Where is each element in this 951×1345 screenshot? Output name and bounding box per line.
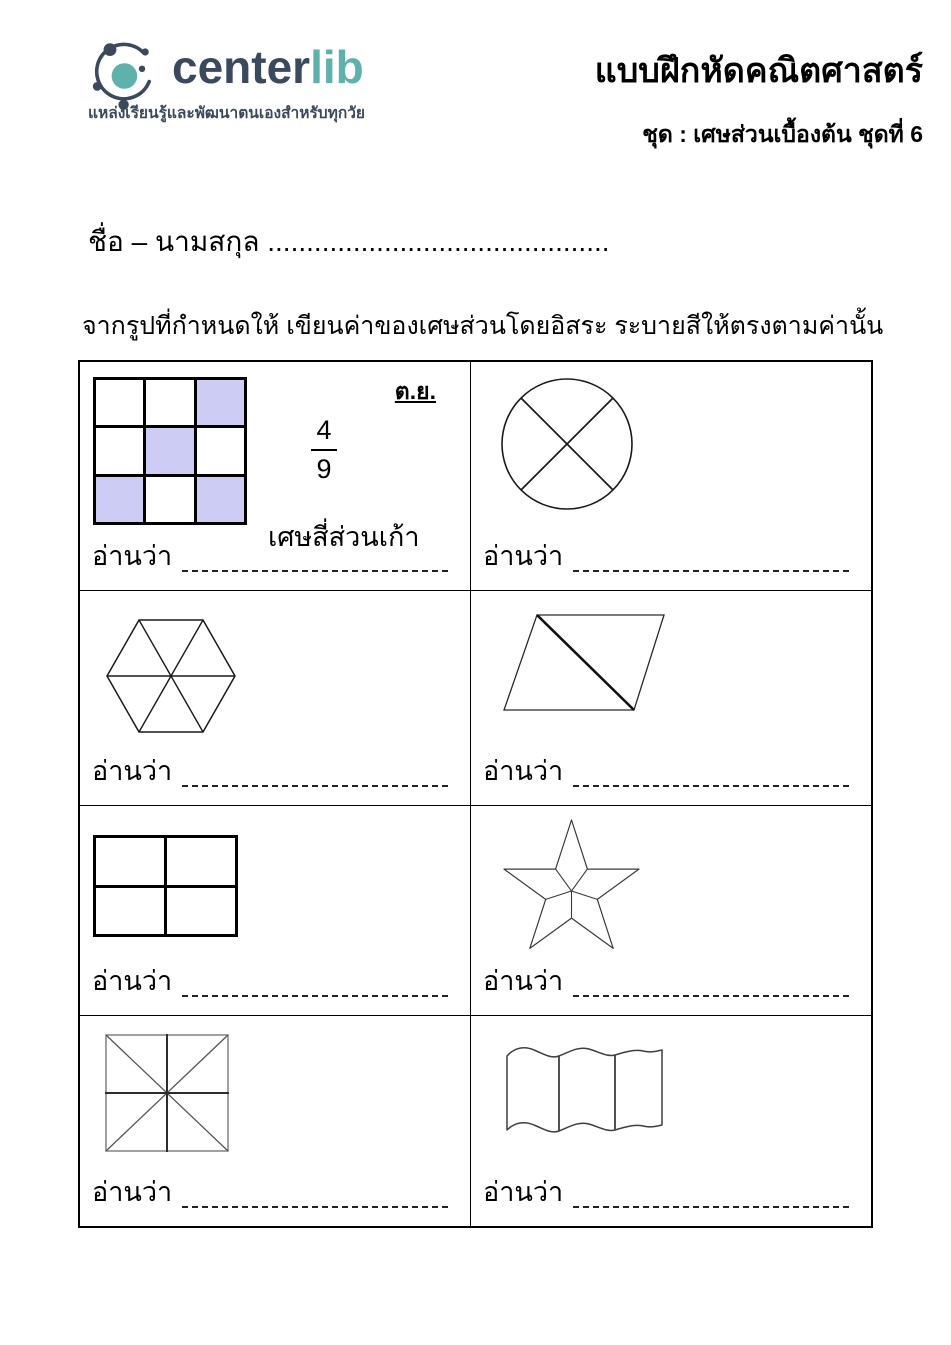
star-figure bbox=[494, 814, 654, 959]
brand-center: center bbox=[172, 41, 311, 93]
fraction-cell-parallelogram bbox=[470, 590, 871, 805]
fraction-value bbox=[306, 414, 342, 487]
answer-line bbox=[573, 779, 849, 787]
fraction-numerator: 4 bbox=[311, 414, 336, 451]
page-subtitle: ชุด : เศษส่วนเบื้องต้น ชุดที่ 6 bbox=[642, 121, 923, 148]
example-answer-text: เศษสี่ส่วนเก้า bbox=[268, 522, 420, 552]
rectangle-figure bbox=[93, 835, 238, 937]
fraction-denominator: 9 bbox=[316, 453, 332, 484]
example-label: ต.ย. bbox=[394, 378, 436, 404]
flag-figure bbox=[501, 1040, 671, 1150]
parallelogram-figure bbox=[502, 613, 668, 713]
header-titles bbox=[595, 52, 923, 153]
grid-3x3-figure bbox=[93, 377, 247, 525]
answer-line bbox=[182, 779, 448, 787]
answer-line bbox=[182, 1200, 448, 1208]
read-as-label: อ่านว่า bbox=[483, 540, 564, 571]
read-as-label: อ่านว่า bbox=[483, 1176, 564, 1207]
read-as-row bbox=[483, 967, 849, 995]
answer-line bbox=[573, 564, 849, 572]
answer-line bbox=[573, 1200, 849, 1208]
fraction-cell-flag bbox=[470, 1015, 871, 1226]
brand-wordmark bbox=[172, 41, 364, 93]
instruction-text: จากรูปที่กำหนดให้ เขียนค่าของเศษส่วนโดยอิสระ ระบายสีให้ตรงตามค่านั้น bbox=[82, 312, 884, 340]
brand-lib: lib bbox=[310, 41, 364, 93]
fraction-cell-square bbox=[80, 1015, 470, 1226]
answer-line bbox=[573, 989, 849, 997]
read-as-row bbox=[92, 967, 448, 995]
read-as-row bbox=[483, 757, 849, 785]
read-as-label: อ่านว่า bbox=[92, 965, 173, 996]
read-as-row bbox=[483, 1178, 849, 1206]
read-as-label: อ่านว่า bbox=[92, 540, 173, 571]
fraction-cell-hexagon bbox=[80, 590, 470, 805]
read-as-label: อ่านว่า bbox=[92, 755, 173, 786]
read-as-row bbox=[483, 542, 849, 570]
read-as-label: อ่านว่า bbox=[92, 1176, 173, 1207]
hexagon-figure bbox=[105, 618, 237, 734]
fraction-cell-example bbox=[80, 362, 470, 590]
read-as-row bbox=[92, 757, 448, 785]
fraction-cell-star bbox=[470, 805, 871, 1015]
square-figure bbox=[105, 1034, 229, 1152]
brand-tagline: แหล่งเรียนรู้และพัฒนาตนเองสำหรับทุกวัย bbox=[88, 105, 366, 122]
answer-line bbox=[182, 564, 448, 572]
answer-line bbox=[182, 989, 448, 997]
circle-figure bbox=[497, 374, 637, 514]
read-as-label: อ่านว่า bbox=[483, 965, 564, 996]
fraction-cell-rectangle bbox=[80, 805, 470, 1015]
fraction-cell-circle bbox=[470, 362, 871, 590]
name-surname-line: ชื่อ – นามสกุล ............................................ bbox=[88, 226, 610, 257]
read-as-row bbox=[92, 1178, 448, 1206]
read-as-label: อ่านว่า bbox=[483, 755, 564, 786]
fraction-table bbox=[78, 360, 873, 1228]
page-title: แบบฝึกหัดคณิตศาสตร์ bbox=[594, 52, 923, 90]
